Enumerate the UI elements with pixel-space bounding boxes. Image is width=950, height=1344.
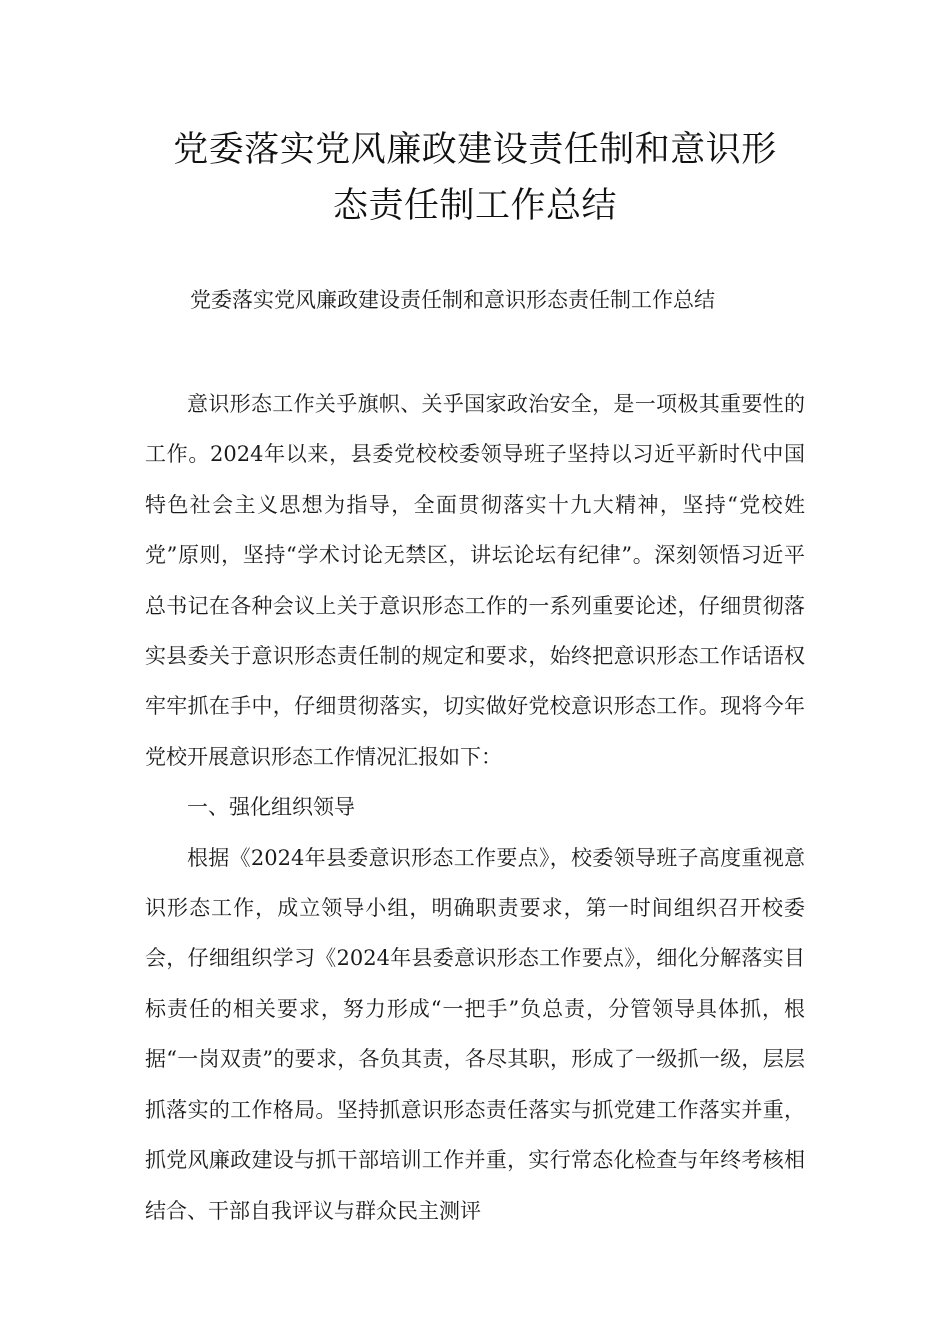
document-title [120,122,830,234]
title-line-1: 党委落实党风廉政建设责任制和意识形 [173,130,777,170]
section-heading: 一、强化组织领导 [187,795,355,820]
body-paragraph: 根据《2024年县委意识形态工作要点》，校委领导班子高度重视意识形态工作，成立领导小组，明确职责要求，第一时间组织召开校委会，仔细组织学习《2024年县委意识形态工作要点》，细化分解落实目标责任的相关要求，努力形成“一把手”负总责，分管领导具体抓，根据“一岗双责”的要求，各负其责，各尽其职，形成了一级抓一级，层层抓落实的工作格局。坚持抓意识形态责任落实与抓党建工作落实并重，抓党风廉政建设与抓干部培训工作并重，实行常态化检查与年终考核相结合、干部自我评议与群众民主测评 [145,845,805,1223]
document-body [145,379,805,1236]
title-line-2: 态责任制工作总结 [332,186,617,226]
document-subtitle: 党委落实党风廉政建设责任制和意识形态责任制工作总结 [190,288,715,312]
body-paragraph: 意识形态工作关乎旗帜、关乎国家政治安全，是一项极其重要性的工作。2024年以来，县委党校校委领导班子坚持以习近平新时代中国特色社会主义思想为指导，全面贯彻落实十九大精神，坚持“党校姓党”原则，坚持“学术讨论无禁区，讲坛论坛有纪律”。深刻领悟习近平总书记在各种会议上关于意识形态工作的一系列重要论述，仔细贯彻落实县委关于意识形态责任制的规定和要求，始终把意识形态工作话语权牢牢抓在手中，仔细贯彻落实，切实做好党校意识形态工作。现将今年党校开展意识形态工作情况汇报如下： [145,392,805,769]
